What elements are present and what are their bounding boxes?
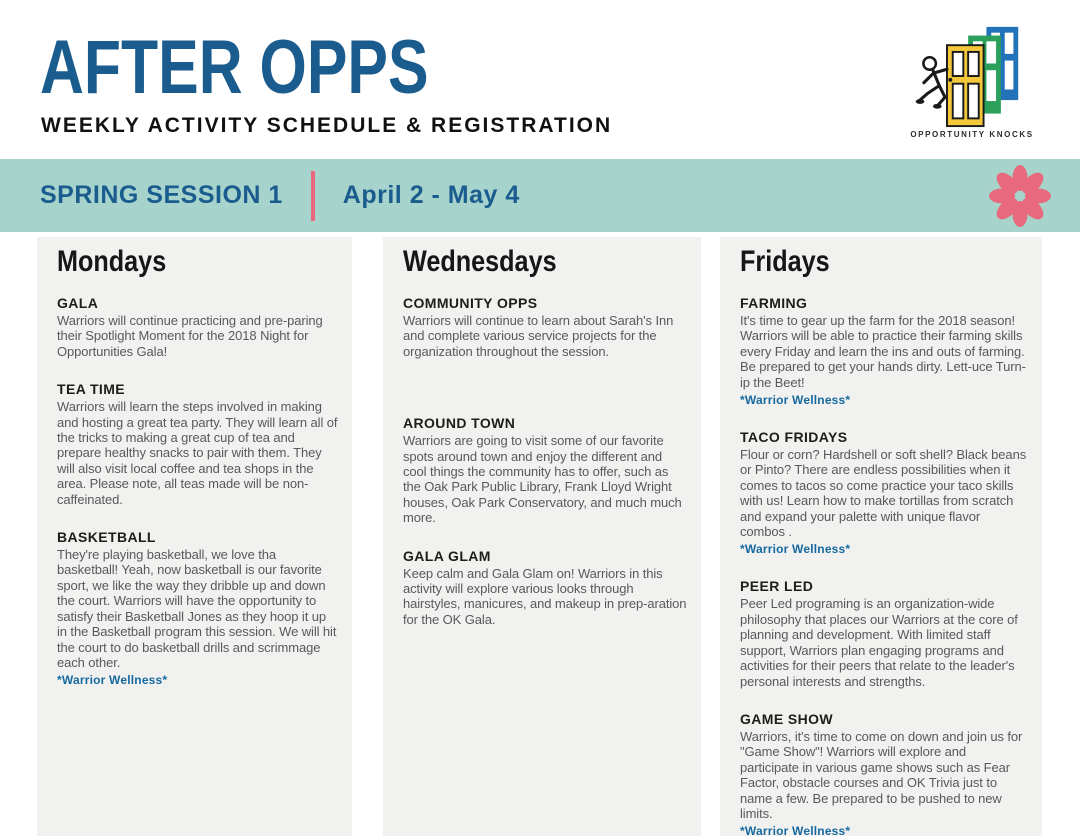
activity-description: It's time to gear up the farm for the 2018 season! Warriors will be able to practice their farming skills every Friday and learn the ins and outs of farming. Be prepared to get your hands dirty. Lett-uce Turn-ip the Beet! <box>740 313 1026 390</box>
column-wednesdays <box>383 237 701 836</box>
activity-description: Warriors, it's time to come on down and join us for "Game Show"! Warriors will explore and participate in various game shows such as Fear Factor, obstacle courses and OK Trivia just to name a few. Be prepared to be pushed to new limits. <box>740 728 1023 821</box>
activity-title: PEER LED <box>740 578 814 595</box>
activity-description: Warriors will learn the steps involved in making and hosting a great tea party. They will learn all of the tricks to making a great cup of tea and prepare healthy snacks to pair with them. They will also visit local coffee and tea shops in the area. Please note, all teas made will be non-caffeinated. <box>57 399 338 507</box>
header <box>0 0 1080 159</box>
banner-divider <box>311 171 315 221</box>
warrior-wellness-tag: *Warrior Wellness* <box>740 542 851 557</box>
session-label: SPRING SESSION 1 <box>40 181 283 209</box>
session-dates: April 2 - May 4 <box>342 181 520 209</box>
warrior-wellness-tag: *Warrior Wellness* <box>57 673 168 688</box>
activity-title: BASKETBALL <box>57 529 156 546</box>
activity-basketball <box>57 529 338 687</box>
activity-title: TACO FRIDAYS <box>740 429 848 446</box>
schedule-columns <box>0 237 1080 836</box>
activity-title: AROUND TOWN <box>403 415 516 432</box>
activity-title: TEA TIME <box>57 381 126 398</box>
activity-title: GALA <box>57 295 99 311</box>
activity-taco-fridays <box>740 429 1028 556</box>
page-title: AFTER OPPS <box>40 25 429 110</box>
column-fridays <box>720 237 1042 836</box>
activity-description: Keep calm and Gala Glam on! Warriors in this activity will explore various looks through hairstyles, manicures, and makeup in prep-aration for the OK Gala. <box>403 565 687 627</box>
activity-description: They're playing basketball, we love tha basketball! Yeah, now basketball is our favorite sport, we like the way they dribble up and down the court. Warriors will have the opportunity to satisfy their Basketball Jones as they hoop it up in the Basketball program this session. We will hit the court to do basketball drills and scrimmage each other. <box>57 547 337 670</box>
activity-peer-led <box>740 578 1028 688</box>
activity-title: GAME SHOW <box>740 710 834 727</box>
doors-icon <box>892 24 1052 128</box>
activity-gala <box>57 295 338 359</box>
session-banner <box>0 159 1080 232</box>
activity-description: Flour or corn? Hardshell or soft shell? Black beans or Pinto? There are endless possibilities when it comes to tacos so come practice your taco skills with us! Learn how to make tortillas from scratch and expand your palette with unique flavor combos . <box>740 447 1027 540</box>
day-heading-fridays: Fridays <box>740 245 830 278</box>
activity-tea-time <box>57 381 338 507</box>
page-subtitle: WEEKLY ACTIVITY SCHEDULE & REGISTRATION <box>41 114 613 137</box>
activity-title: FARMING <box>740 295 808 311</box>
activity-description: Warriors will continue to learn about Sarah's Inn and complete various service projects for the organization throughout the session. <box>403 313 674 359</box>
activity-community-opps <box>403 295 687 359</box>
activity-description: Warriors are going to visit some of our favorite spots around town and enjoy the different and cool things the community has to offer, such as the Oak Park Public Library, Frank Lloyd Wright houses, Oak Park Conservatory, and much much more. <box>403 433 682 526</box>
column-mondays <box>37 237 352 836</box>
day-heading-mondays: Mondays <box>57 245 167 278</box>
opportunity-knocks-logo <box>892 24 1052 139</box>
activity-description: Warriors will continue practicing and pre-paring their Spotlight Moment for the 2018 Night for Opportunities Gala! <box>57 313 323 359</box>
activity-farming <box>740 295 1028 407</box>
logo-caption: OPPORTUNITY KNOCKS <box>910 130 1034 139</box>
warrior-wellness-tag: *Warrior Wellness* <box>740 393 851 408</box>
activity-around-town <box>403 415 687 525</box>
activity-description: Peer Led programing is an organization-wide philosophy that places our Warriors at the core of planning and development. With limited staff support, Warriors plan engaging programs and activities for their peers that relate to the leader's personal interests and strengths. <box>740 596 1018 689</box>
activity-title: GALA GLAM <box>403 547 491 564</box>
activity-game-show <box>740 711 1028 836</box>
warrior-wellness-tag: *Warrior Wellness* <box>740 824 851 836</box>
activity-title: COMMUNITY OPPS <box>403 295 538 311</box>
activity-gala-glam <box>403 548 687 628</box>
day-heading-wednesdays: Wednesdays <box>403 245 557 278</box>
pink-flower-icon <box>988 164 1052 233</box>
